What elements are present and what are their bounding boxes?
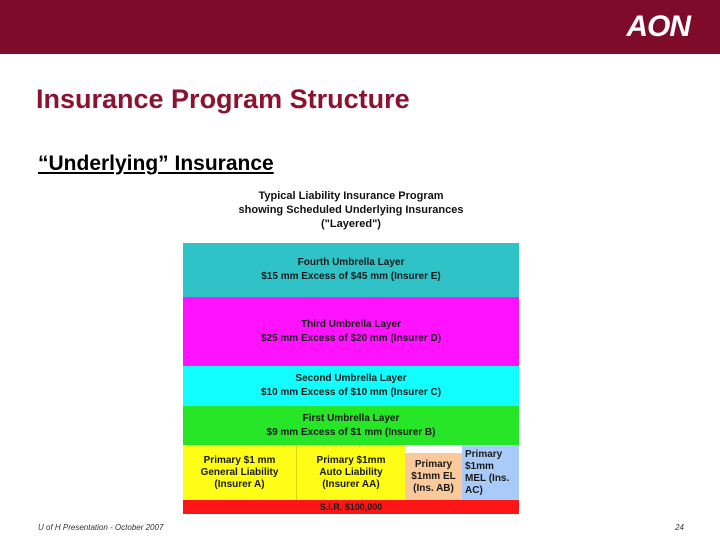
- layer-detail: $9 mm Excess of $1 mm (Insurer B): [266, 426, 436, 438]
- cell-line: MEL (Ins.: [465, 472, 510, 484]
- layer-detail: $25 mm Excess of $20 mm (Insurer D): [260, 332, 442, 344]
- primary-employers-liability: [405, 453, 462, 500]
- second-umbrella-layer: [183, 366, 519, 406]
- layer-detail: $15 mm Excess of $45 mm (Insurer E): [261, 271, 441, 282]
- cell-line: AC): [465, 484, 483, 496]
- insurance-layer-diagram: [183, 243, 519, 514]
- diagram-heading-line: showing Scheduled Underlying Insurances: [238, 204, 464, 216]
- sir-label: S.I.R. $100,000: [319, 502, 383, 512]
- first-umbrella-layer: [183, 406, 519, 445]
- layer-name: Fourth Umbrella Layer: [297, 257, 405, 268]
- third-umbrella-layer: [183, 297, 519, 366]
- cell-line: Auto Liability: [319, 466, 383, 478]
- cell-line: (Insurer A): [214, 478, 265, 490]
- diagram-heading: [220, 189, 482, 231]
- cell-line: $1mm: [465, 460, 494, 472]
- layer-name: Third Umbrella Layer: [300, 318, 402, 330]
- cell-line: $1mm EL: [411, 470, 456, 482]
- diagram-heading-line: Typical Liability Insurance Program: [258, 190, 444, 202]
- slide-subtitle: “Underlying” Insurance: [38, 152, 274, 175]
- layer-name: Second Umbrella Layer: [295, 373, 407, 384]
- cell-line: (Ins. AB): [413, 482, 454, 494]
- cell-line: Primary $1 mm: [203, 454, 276, 466]
- aon-logo: AON: [626, 10, 690, 43]
- primary-mel: [462, 445, 519, 500]
- layer-name: First Umbrella Layer: [302, 412, 400, 424]
- page-number: 24: [675, 523, 684, 532]
- slide-title: Insurance Program Structure: [36, 84, 410, 114]
- layer-detail: $10 mm Excess of $10 mm (Insurer C): [260, 387, 442, 398]
- cell-line: Primary: [465, 448, 503, 460]
- cell-line: Primary: [414, 458, 453, 470]
- fourth-umbrella-layer: [183, 243, 519, 297]
- primary-general-liability: [183, 445, 296, 500]
- sir-layer: [183, 500, 519, 514]
- header-bar: [0, 0, 720, 54]
- cell-line: Primary $1mm: [316, 454, 386, 466]
- diagram-heading-line: ("Layered"): [321, 218, 381, 230]
- cell-line: General Liability: [200, 466, 279, 478]
- footer-presentation-label: U of H Presentation - October 2007: [38, 523, 164, 532]
- cell-line: (Insurer AA): [322, 478, 380, 490]
- primary-auto-liability: [296, 445, 405, 500]
